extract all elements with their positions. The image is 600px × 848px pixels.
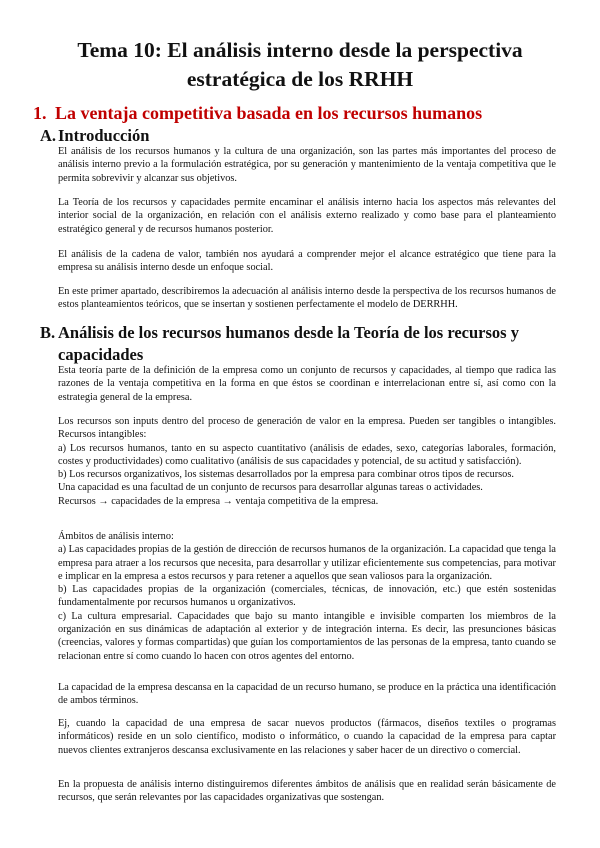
resources-item-a: a) Los recursos humanos, tanto en su aspecto cuantitativo (análisis de edades, sexo, categorías laborales, formación, costes y productividades) como cualitativo (análisis de sus capacidades y potencial, de su actitud y satisfacción). — [58, 442, 556, 467]
paragraph-capacity: La capacidad de la empresa descansa en la capacidad de un recurso humano, se produce en la práctica una identificación de ambos términos. — [58, 682, 556, 707]
paragraph-proposal: En la propuesta de análisis interno distinguiremos diferentes ámbitos de análisis que en realidad serán básicamente de recursos, que serán relevantes por las capacidades organizativas que sostengan. — [58, 779, 556, 804]
title-line-1: Tema 10: El análisis interno desde la perspectiva — [77, 38, 523, 62]
subsection-title-line-1: Análisis de los recursos humanos desde la Teoría de los recursos y — [58, 323, 519, 342]
section-heading-1 — [33, 103, 482, 124]
section-number: 1. — [33, 103, 47, 123]
resources-chain: Recursos → capacidades de la empresa → ventaja competitiva de la empresa. — [58, 495, 379, 507]
subsection-title: Introducción — [58, 126, 150, 145]
paragraph-intro-3: El análisis de la cadena de valor, también nos ayudará a comprender mejor el alcance estratégico que tiene para la empresa su análisis interno desde un enfoque social. — [58, 249, 556, 274]
capability-definition: Una capacidad es una facultad de un conjunto de recursos para desarrollar algunas tareas o actividades. — [58, 482, 483, 494]
page-title — [40, 36, 560, 94]
paragraph-intro-2: La Teoría de los recursos y capacidades permite encaminar el análisis interno hacia los aspectos más relevantes del interior social de la organización, en relación con el análisis externo realizado y como base para el planteamiento estratégico general y de recursos humanos posterior. — [58, 197, 556, 235]
section-title: La ventaja competitiva basada en los recursos humanos — [55, 103, 483, 123]
paragraph-theory-1: Esta teoría parte de la definición de la empresa como un conjunto de recursos y capacidades, al tiempo que radica las razones de la ventaja competitiva en la forma en que éstos se coordinan e interrelacionan entre sí, así como con la estrategia general de la empresa. — [58, 365, 556, 403]
paragraph-scopes — [58, 530, 556, 663]
subsection-heading-a — [40, 125, 149, 147]
resources-intro: Los recursos son inputs dentro del proceso de generación de valor en la empresa. Pueden ser tangibles o intangibles. Recursos intangibles: — [58, 416, 556, 441]
scopes-item-b: b) Las capacidades propias de la organización (comerciales, técnicas, de innovación, etc.) que estén sostenidas fundamentalmente por recursos humanos u organizativos. — [58, 584, 556, 609]
paragraph-resources — [58, 415, 556, 508]
scopes-item-a: a) Las capacidades propias de la gestión de dirección de recursos humanos de la organización. La capacidad que tenga la empresa para atraer a los recursos que necesita, para desarrollar y utilizar eficientemente sus competencias, para motivar e implicar en la empresa a estos recursos y para retener a aquellos que sean valiosos para la organización. — [58, 544, 556, 582]
subsection-letter: A. — [40, 126, 57, 145]
paragraph-intro-4: En este primer apartado, describiremos la adecuación al análisis interno desde la perspectiva de los recursos humanos de estos planteamientos teóricos, que se insertan y sostienen perfectamente el modelo de DERRHH. — [58, 286, 556, 311]
resources-item-b: b) Los recursos organizativos, los sistemas desarrollados por la empresa para combinar otros tipos de recursos. — [58, 469, 514, 481]
title-line-2: estratégica de los RRHH — [186, 67, 414, 91]
scopes-intro: Ámbitos de análisis interno: — [58, 531, 174, 542]
subsection-title-line-2: capacidades — [58, 345, 144, 364]
subsection-heading-b — [40, 322, 540, 366]
scopes-item-c: c) La cultura empresarial. Capacidades que bajo su manto intangible e invisible comparten los miembros de la organización en sus dinámicas de adaptación al exterior y de integración interna. Es decir, las presunciones básicas (creencias, valores y formas compartidas) que guían los comportamientos de las personas de la empresa, tanto cuando se relacionan entre sí como cuando lo hacen con otros agentes del entorno. — [58, 610, 556, 662]
paragraph-example: Ej, cuando la capacidad de una empresa de sacar nuevos productos (fármacos, diseños textiles o programas informáticos) reside en un solo científico, modisto o informático, o cuando la capacidad de la empresa para captar nuevos clientes extranjeros descansa exclusivamente en las relaciones y saber hacer de un directivo o comercial. — [58, 718, 556, 756]
subsection-letter: B. — [40, 323, 56, 342]
paragraph-intro-1: El análisis de los recursos humanos y la cultura de una organización, son las partes más importantes del proceso de análisis interno previo a la formulación estratégica, por su generación y mantenimiento de la ventaja competitiva que le permita sobrevivir y alcanzar sus objetivos. — [58, 146, 556, 184]
